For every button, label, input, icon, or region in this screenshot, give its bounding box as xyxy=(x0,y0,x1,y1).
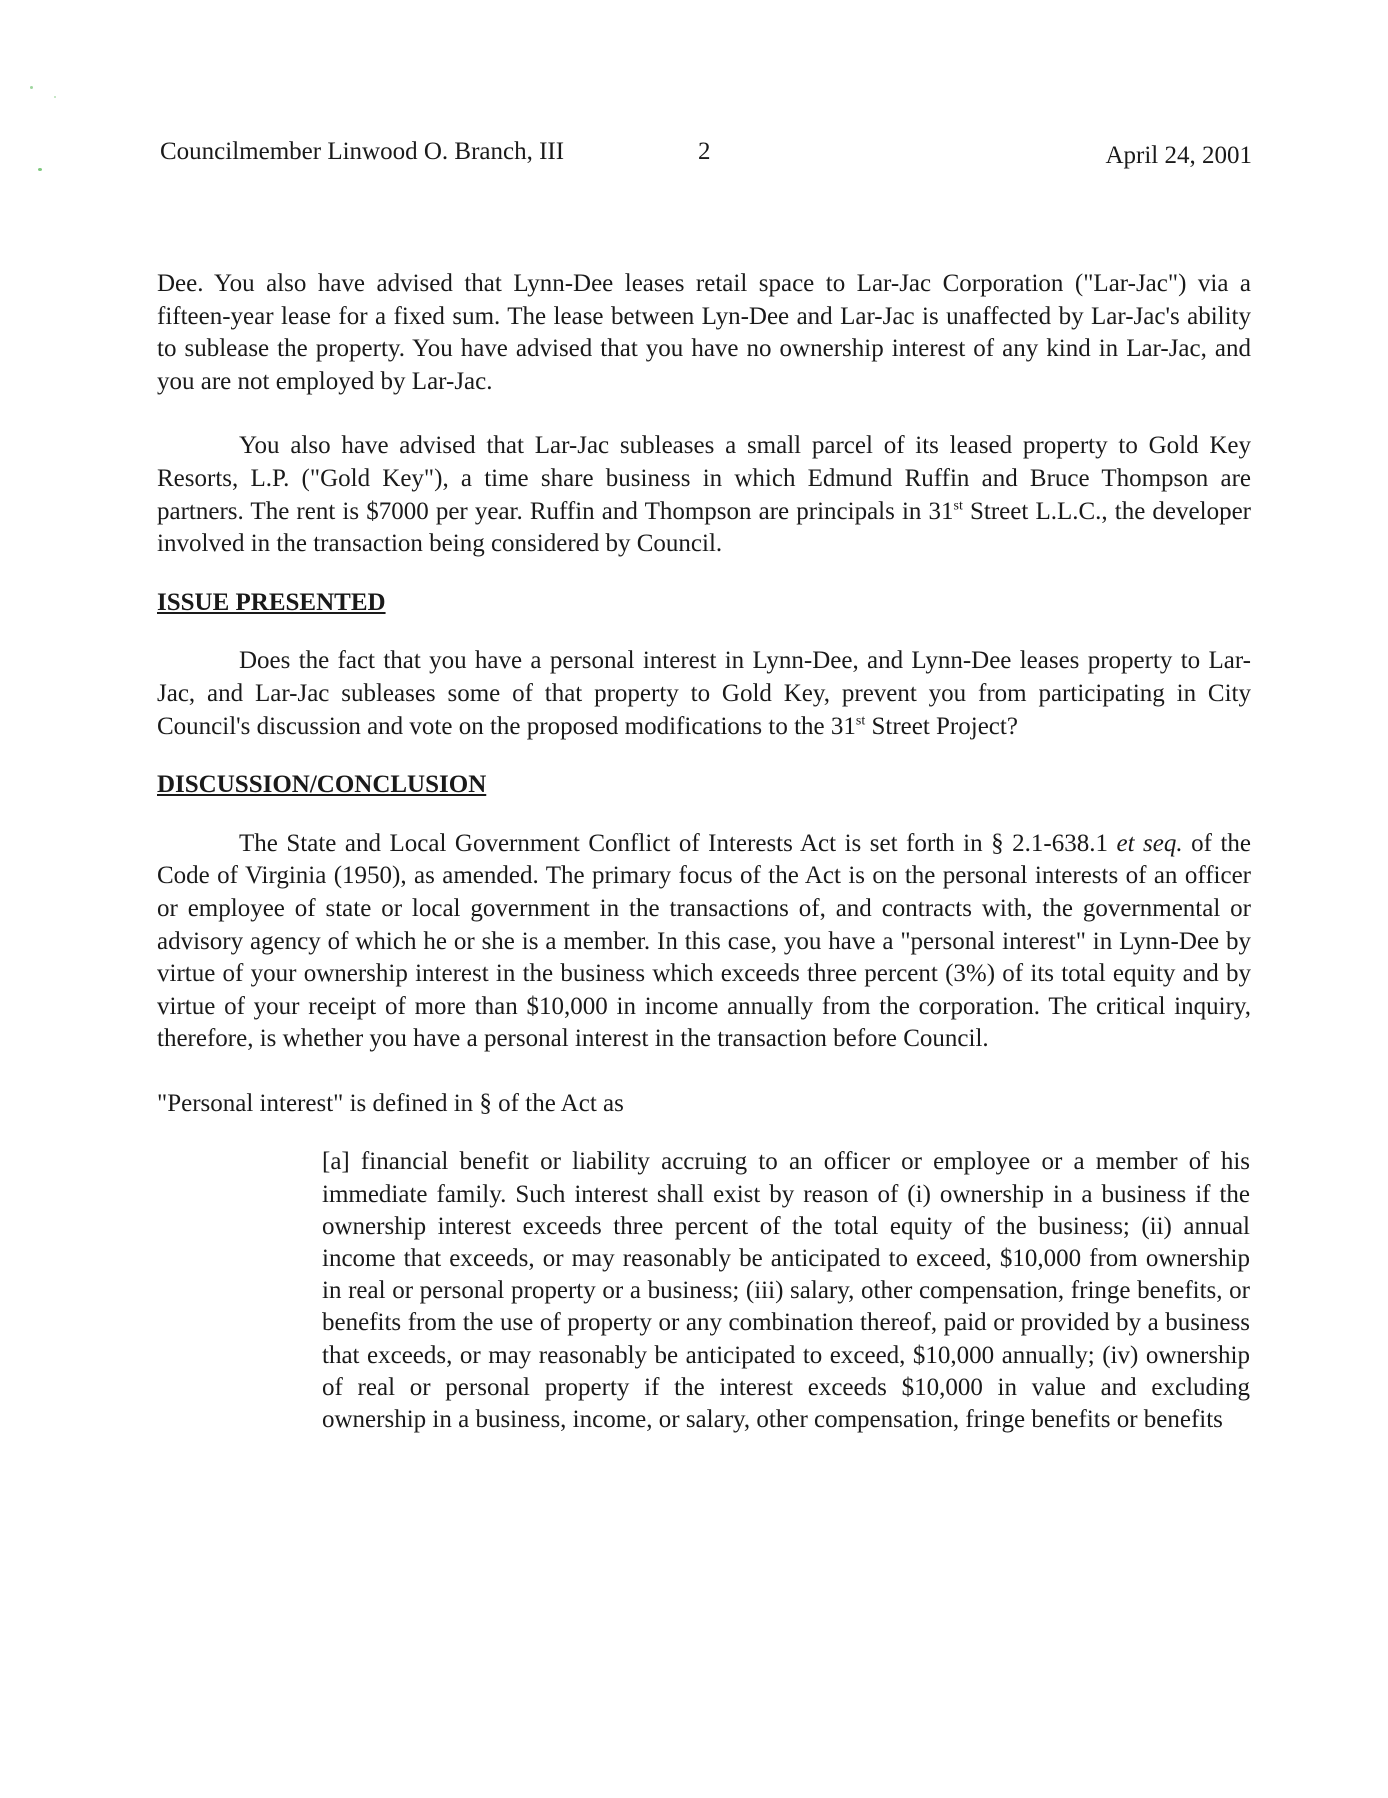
heading-discussion-conclusion: DISCUSSION/CONCLUSION xyxy=(157,771,487,799)
scan-speck xyxy=(30,86,33,89)
letter-header xyxy=(160,138,1252,178)
paragraph-issue xyxy=(157,645,1251,743)
paragraph-text: Street Project? xyxy=(865,712,1018,740)
paragraph-discussion xyxy=(157,828,1251,1056)
paragraph-text: The State and Local Government Conflict of Interests Act is set forth in § 2.1-638.1 xyxy=(239,829,1117,857)
paragraph-text: You also have advised that Lar-Jac subleases a small parcel of its leased property to Gold Key Resorts, L.P. ("Gold Key"), a time share business in which Edmund Ruffin and Bruce Thompson are partners. The rent is $7000 per year. Ruffin and Thompson are principals in 31 xyxy=(157,432,1251,525)
letter-body xyxy=(157,268,1251,1436)
page-number: 2 xyxy=(698,138,711,165)
ordinal-suffix: st xyxy=(953,498,963,514)
citation-italic: et seq. xyxy=(1116,829,1183,857)
paragraph-lease: Dee. You also have advised that Lynn-Dee leases retail space to Lar-Jac Corporation ("Lar-Jac") via a fifteen-year lease for a fixed sum. The lease between Lyn-Dee and Lar-Jac is unaffected by Lar-Jac's ability to sublease the property. You have advised that you have no ownership interest of any kind in Lar-Jac, and you are not employed by Lar-Jac. xyxy=(157,270,1251,395)
paragraph-text: of the Code of Virginia (1950), as amended. The primary focus of the Act is on the personal interests of an officer or employee of state or local government in the transactions of, and contracts with, the governmental or advisory agency of which he or she is a member. In this case, you have a "personal interest" in Lynn-Dee by virtue of your ownership interest in the business which exceeds three percent (3%) of its total equity and by virtue of your receipt of more than $10,000 in income annually from the corporation. The critical inquiry, therefore, is whether you have a personal interest in the transaction before Council. xyxy=(157,829,1251,1053)
heading-issue-presented: ISSUE PRESENTED xyxy=(157,588,386,616)
paragraph-sublease xyxy=(157,430,1251,560)
paragraph-text: Street L.L.C., the developer involved in the transaction being considered by Council. xyxy=(157,497,1251,558)
paragraph-definition-intro: "Personal interest" is defined in § of the Act as xyxy=(157,1089,624,1117)
addressee: Councilmember Linwood O. Branch, III xyxy=(160,138,565,165)
scan-speck xyxy=(54,96,56,98)
scan-speck xyxy=(38,168,42,171)
block-quote-definition: [a] financial benefit or liability accruing to an officer or employee or a member of his immediate family. Such interest shall exist by reason of (i) ownership in a business if the ownership interest exceeds three percent of the total equity of the business; (ii) annual income that exceeds, or may reasonably be anticipated to exceed, $10,000 from ownership in real or personal property or a business; (iii) salary, other compensation, fringe benefits, or benefits from the use of property or any combination thereof, paid or provided by a business that exceeds, or may reasonably be anticipated to exceed, $10,000 annually; (iv) ownership of real or personal property if the interest exceeds $10,000 in value and excluding ownership in a business, income, or salary, other compensation, fringe benefits or benefits xyxy=(322,1148,1250,1434)
letter-date: April 24, 2001 xyxy=(1105,142,1252,169)
paragraph-text: Does the fact that you have a personal interest in Lynn-Dee, and Lynn-Dee leases property to Lar-Jac, and Lar-Jac subleases some of that property to Gold Key, prevent you from participating in City Council's discussion and vote on the proposed modifications to the 31 xyxy=(157,647,1251,740)
ordinal-suffix: st xyxy=(855,713,866,729)
